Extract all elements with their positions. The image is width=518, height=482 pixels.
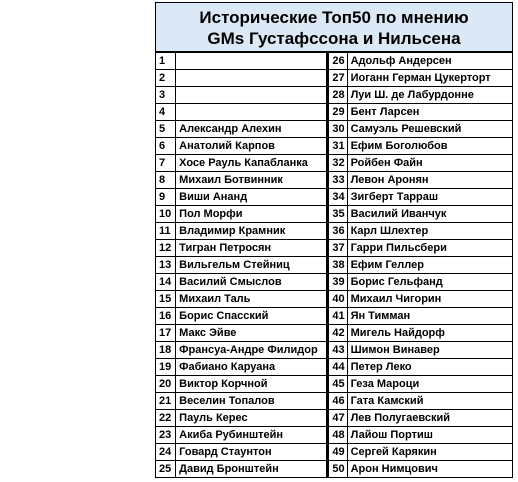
player-cell-left: Тигран Петросян	[176, 240, 328, 257]
rank-cell-right: 44	[328, 359, 347, 376]
player-cell-right: Арон Нимцович	[347, 461, 512, 478]
player-cell-left	[176, 87, 328, 104]
table-row	[156, 393, 513, 410]
player-cell-right: Шимон Винавер	[347, 342, 512, 359]
rank-cell-right: 33	[328, 172, 347, 189]
player-cell-right: Петер Леко	[347, 359, 512, 376]
player-cell-right: Ефим Боголюбов	[347, 138, 512, 155]
player-cell-left: Макс Эйве	[176, 325, 328, 342]
player-cell-right: Адольф Андерсен	[347, 53, 512, 70]
player-cell-left: Пол Морфи	[176, 206, 328, 223]
ranking-table	[155, 52, 513, 478]
rank-cell-right: 35	[328, 206, 347, 223]
rank-cell-left: 24	[156, 444, 176, 461]
rank-cell-left: 17	[156, 325, 176, 342]
player-cell-left: Анатолий Карпов	[176, 138, 328, 155]
rank-cell-left: 10	[156, 206, 176, 223]
table-row	[156, 461, 513, 478]
rank-cell-right: 40	[328, 291, 347, 308]
rank-cell-left: 8	[156, 172, 176, 189]
player-cell-right: Геза Мароци	[347, 376, 512, 393]
rank-cell-left: 16	[156, 308, 176, 325]
rank-cell-right: 50	[328, 461, 347, 478]
player-cell-right: Василий Иванчук	[347, 206, 512, 223]
player-cell-right: Ройбен Файн	[347, 155, 512, 172]
player-cell-left: Акиба Рубинштейн	[176, 427, 328, 444]
rank-cell-right: 29	[328, 104, 347, 121]
rank-cell-right: 39	[328, 274, 347, 291]
rank-cell-left: 20	[156, 376, 176, 393]
table-row	[156, 274, 513, 291]
table-row	[156, 376, 513, 393]
rank-cell-left: 12	[156, 240, 176, 257]
rank-cell-right: 38	[328, 257, 347, 274]
rank-cell-right: 36	[328, 223, 347, 240]
player-cell-left	[176, 70, 328, 87]
rank-cell-left: 2	[156, 70, 176, 87]
player-cell-right: Самуэль Решевский	[347, 121, 512, 138]
player-cell-right: Бент Ларсен	[347, 104, 512, 121]
rank-cell-right: 46	[328, 393, 347, 410]
player-cell-right: Лайош Портиш	[347, 427, 512, 444]
rank-cell-left: 5	[156, 121, 176, 138]
rank-cell-right: 48	[328, 427, 347, 444]
table-row	[156, 444, 513, 461]
player-cell-right: Луи Ш. де Лабурдонне	[347, 87, 512, 104]
table-row	[156, 427, 513, 444]
table-row	[156, 155, 513, 172]
rank-cell-left: 18	[156, 342, 176, 359]
player-cell-left: Франсуа-Андре Филидор	[176, 342, 328, 359]
sheet-title	[155, 2, 513, 52]
player-cell-right: Зигберт Тарраш	[347, 189, 512, 206]
rank-cell-left: 13	[156, 257, 176, 274]
player-cell-left: Василий Смыслов	[176, 274, 328, 291]
rank-cell-left: 3	[156, 87, 176, 104]
table-row	[156, 325, 513, 342]
player-cell-left: Хосе Рауль Капабланка	[176, 155, 328, 172]
player-cell-left: Александр Алехин	[176, 121, 328, 138]
rank-cell-right: 32	[328, 155, 347, 172]
rank-cell-right: 30	[328, 121, 347, 138]
player-cell-right: Борис Гельфанд	[347, 274, 512, 291]
rank-cell-right: 47	[328, 410, 347, 427]
table-row	[156, 53, 513, 70]
rank-cell-left: 1	[156, 53, 176, 70]
table-row	[156, 189, 513, 206]
player-cell-left: Виши Ананд	[176, 189, 328, 206]
rank-cell-left: 23	[156, 427, 176, 444]
player-cell-right: Ефим Геллер	[347, 257, 512, 274]
player-cell-left: Михаил Ботвинник	[176, 172, 328, 189]
rank-cell-right: 26	[328, 53, 347, 70]
table-row	[156, 121, 513, 138]
player-cell-right: Иоганн Герман Цукерторт	[347, 70, 512, 87]
player-cell-right: Ян Тимман	[347, 308, 512, 325]
rank-cell-left: 22	[156, 410, 176, 427]
rank-cell-right: 45	[328, 376, 347, 393]
rank-cell-left: 6	[156, 138, 176, 155]
rank-cell-left: 4	[156, 104, 176, 121]
player-cell-right: Карл Шлехтер	[347, 223, 512, 240]
table-row	[156, 104, 513, 121]
table-row	[156, 257, 513, 274]
player-cell-left	[176, 104, 328, 121]
table-row	[156, 70, 513, 87]
rank-cell-left: 21	[156, 393, 176, 410]
player-cell-left: Фабиано Каруана	[176, 359, 328, 376]
player-cell-left	[176, 53, 328, 70]
rank-cell-left: 19	[156, 359, 176, 376]
rank-cell-right: 41	[328, 308, 347, 325]
ranking-sheet	[155, 2, 513, 478]
table-row	[156, 359, 513, 376]
table-row	[156, 410, 513, 427]
rank-cell-right: 34	[328, 189, 347, 206]
player-cell-right: Мигель Найдорф	[347, 325, 512, 342]
table-row	[156, 223, 513, 240]
player-cell-right: Левон Аронян	[347, 172, 512, 189]
title-line-1: Исторические Топ50 по мнению	[199, 8, 469, 27]
table-row	[156, 240, 513, 257]
title-line-2: GMs Густафссона и Нильсена	[207, 29, 461, 48]
rank-cell-left: 7	[156, 155, 176, 172]
table-row	[156, 308, 513, 325]
rank-cell-left: 14	[156, 274, 176, 291]
player-cell-right: Лев Полугаевский	[347, 410, 512, 427]
player-cell-right: Сергей Карякин	[347, 444, 512, 461]
player-cell-left: Михаил Таль	[176, 291, 328, 308]
table-row	[156, 87, 513, 104]
table-row	[156, 206, 513, 223]
player-cell-left: Пауль Керес	[176, 410, 328, 427]
table-row	[156, 172, 513, 189]
player-cell-left: Борис Спасский	[176, 308, 328, 325]
rank-cell-right: 49	[328, 444, 347, 461]
rank-cell-right: 42	[328, 325, 347, 342]
rank-cell-left: 25	[156, 461, 176, 478]
table-row	[156, 291, 513, 308]
player-cell-right: Михаил Чигорин	[347, 291, 512, 308]
player-cell-left: Веселин Топалов	[176, 393, 328, 410]
rank-cell-left: 9	[156, 189, 176, 206]
rank-cell-left: 11	[156, 223, 176, 240]
player-cell-left: Виктор Корчной	[176, 376, 328, 393]
rank-cell-right: 37	[328, 240, 347, 257]
rank-cell-left: 15	[156, 291, 176, 308]
player-cell-right: Гарри Пильсбери	[347, 240, 512, 257]
player-cell-left: Давид Бронштейн	[176, 461, 328, 478]
rank-cell-right: 43	[328, 342, 347, 359]
rank-cell-right: 28	[328, 87, 347, 104]
table-row	[156, 342, 513, 359]
rank-cell-right: 31	[328, 138, 347, 155]
player-cell-right: Гата Камский	[347, 393, 512, 410]
player-cell-left: Вильгельм Стейниц	[176, 257, 328, 274]
player-cell-left: Владимир Крамник	[176, 223, 328, 240]
table-row	[156, 138, 513, 155]
rank-cell-right: 27	[328, 70, 347, 87]
player-cell-left: Говард Стаунтон	[176, 444, 328, 461]
